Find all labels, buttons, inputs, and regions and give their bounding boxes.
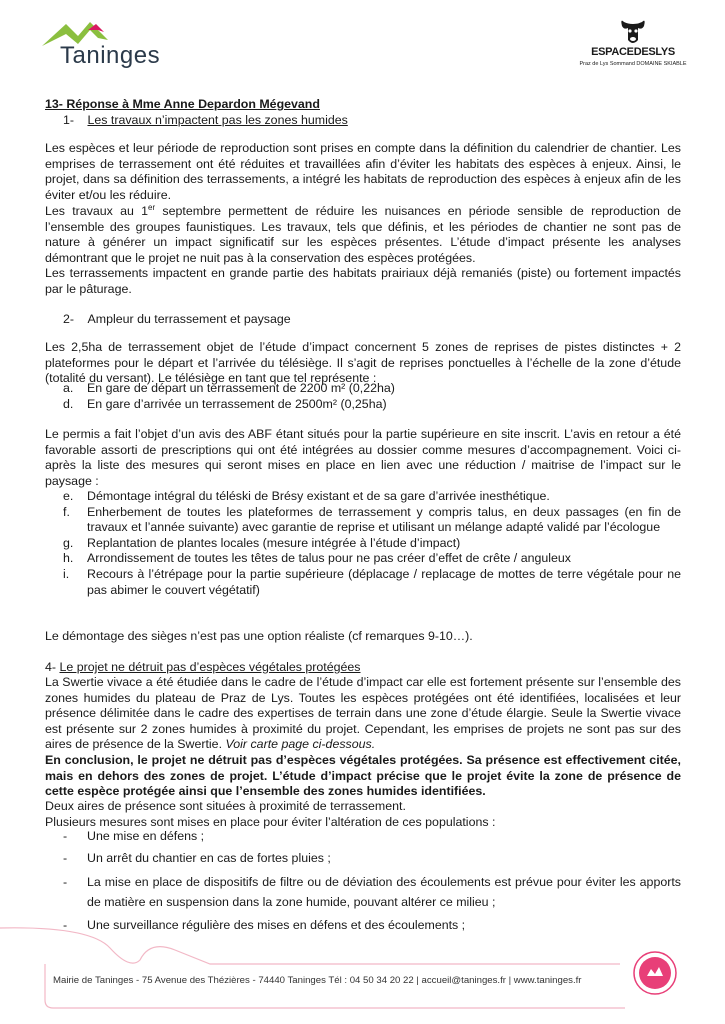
list-item-text: Un arrêt du chantier en cas de fortes pluies ; <box>87 850 331 865</box>
sub4-paragraph-1-text: La Swertie vivace a été étudiée dans le cadre de l’étude d’impact car elle est fortement présente sur l’ensemble des zones humides du plateau de Praz de Lys. Toutes les espèces protégées ont été identifiées, localisées et leur présence délimitée dans le cadre des expertises de terrain dans une zone d’étude élargie. Seule la Swertie vivace est présente sur 2 zones humides à proximité du projet. Cependant, les emprises de projets ne sont pas sur des aires de présence de la Swertie. <box>45 675 681 752</box>
list-item-text: Démontage intégral du téléski de Brésy existant et de sa gare d’arrivée inesthétique. <box>87 489 550 503</box>
bull-head-icon <box>578 18 688 46</box>
subsection-1-heading <box>63 113 663 129</box>
list-item-text: Une surveillance régulière des mises en défens et des écoulements ; <box>87 918 466 933</box>
list-marker: a. <box>63 381 74 395</box>
list-item-text: En gare de départ un terrassement de 2200 m² (0,22ha) <box>87 381 395 395</box>
list-marker: d. <box>63 396 74 411</box>
sub2-list-terrassement <box>63 381 681 412</box>
list-item-text: Recours à l’étrépage pour la partie supérieure (déplacage / replacage de mottes de terre végétale pour ne pas abimer le couvert végétatif) <box>87 566 681 597</box>
sub1-paragraph-3: Les terrassements impactent en grande partie des habitats prairiaux déjà remaniés (piste) ou fortement impactés par le pâturage. <box>45 266 681 296</box>
list-item <box>63 567 681 598</box>
subsection-1-title: Les travaux n’impactent pas les zones humides <box>87 113 348 127</box>
sub1-paragraph-2 <box>45 204 681 266</box>
sub4-paragraph-1-italic: Voir carte page ci-dessous. <box>225 737 376 752</box>
sub2-paragraph-1: Les 2,5ha de terrassement objet de l’étude d’impact concernent 5 zones de reprises de pistes distinctes + 2 plateformes pour le départ et l’arrivée du télésiège. Il s’agit de reprises ponctuelles à l’échelle de la zone d’étude (totalité du versant). Le télésiège en tant que tel représente : <box>45 340 681 386</box>
sub1-paragraph-2-prefix: Les travaux au 1 <box>45 204 149 218</box>
label-badge-icon <box>632 950 678 996</box>
espace-logo-subtitle: Praz de Lys Sommand DOMAINE SKIABLE <box>579 61 687 67</box>
subsection-4-heading <box>45 660 681 676</box>
list-item <box>63 851 681 867</box>
list-marker: i. <box>63 566 70 581</box>
list-item <box>63 505 681 536</box>
subsection-2-number: 2- <box>63 312 75 326</box>
list-item-text: En gare d’arrivée un terrassement de 2500m² (0,25ha) <box>87 396 387 411</box>
subsection-2-title: Ampleur du terrassement et paysage <box>87 312 291 326</box>
espace-des-lys-logo <box>578 18 688 78</box>
list-marker: - <box>63 850 68 865</box>
list-marker: - <box>63 829 68 843</box>
sub1-paragraph-1: Les espèces et leur période de reproduction sont prises en compte dans la définition du calendrier de chantier. Les emprises de terrassement ont été réduites et travaillées afin d’éviter les habitats des espèces à enjeux. Ainsi, le projet, dans sa définition des terrassements, a intégré les habitats de reproduction des espèces à enjeux afin de les éviter et/ou les réduire. <box>45 141 681 202</box>
list-item-text: Enherbement de toutes les plateformes de terrassement y compris talus, en deux passages (en fin de travaux et l’année suivante) avec garantie de reprise et utilisant un mélange adapté validé par l’écologue <box>87 504 681 535</box>
list-marker: h. <box>63 551 74 566</box>
list-item <box>63 381 681 397</box>
list-item <box>63 872 681 912</box>
list-item <box>63 397 681 413</box>
sub4-paragraph-3: Plusieurs mesures sont mises en place pour éviter l’altération de ces populations : <box>45 815 496 829</box>
sub4-conclusion: En conclusion, le projet ne détruit pas d’espèces végétales protégées. Sa présence est effectivement citée, mais en dehors des zones de projet. L’étude d’impact précise que le projet évite la zone de présence de cette espèce protégée ainsi que l’ensemble des zones humides identifiées. <box>45 753 681 799</box>
sub4-paragraph-2: Deux aires de présence sont situées à proximité de terrassement. <box>45 799 406 813</box>
list-item-text: La mise en place de dispositifs de filtre ou de déviation des écoulements est prévue pour éviter les apports de matière en suspension dans la zone humide, pouvant altérer ce milieu ; <box>87 875 681 910</box>
espace-logo-name: ESPACEDESLYS <box>591 46 675 58</box>
sub2-paragraph-2: Le permis a fait l’objet d’un avis des ABF étant situés pour la partie supérieure en site inscrit. L’avis en retour a été favorable assorti de prescriptions qui ont été intégrées au dossier comme mesures d’accompagnement. Voici ci-après la liste des mesures qui seront mises en place en lien avec une réduction / maitrise de l’impact sur le paysage : <box>45 427 681 488</box>
sub1-paragraph-2-sup: er <box>148 202 156 212</box>
footer-wave-decoration <box>0 920 725 1024</box>
list-marker: e. <box>63 489 74 503</box>
subsection-4-title: Le projet ne détruit pas d’espèces végétales protégées <box>59 660 361 674</box>
footer-contact: Mairie de Taninges - 75 Avenue des Thézières - 74440 Taninges Tél : 04 50 34 20 22 | accueil@taninges.fr | www.taninges.fr <box>53 975 582 986</box>
section-title: 13- Réponse à Mme Anne Depardon Mégevand <box>45 97 320 111</box>
subsection-1-number: 1- <box>63 113 75 127</box>
sub2-paragraph-3: Le démontage des sièges n’est pas une option réaliste (cf remarques 9-10…). <box>45 629 473 643</box>
list-item <box>63 489 681 505</box>
sub1-paragraph-2-suffix: septembre permettent de réduire les nuisances en période sensible de reproduction de l’ensemble des groupes faunistiques. Les travaux, tels que définis, et les périodes de chantier ne sont pas de nature à générer un impact significatif sur les espèces présentes. L’étude d’impact présente les analyses démontrant que le projet ne nuit pas à la conservation des espèces protégées. <box>45 204 681 265</box>
subsection-4-number: 4- <box>45 660 57 674</box>
list-marker: f. <box>63 504 70 519</box>
sub4-paragraph-1 <box>45 675 681 753</box>
subsection-2-heading <box>63 312 663 328</box>
list-item <box>63 829 681 845</box>
list-item-text: Une mise en défens ; <box>87 829 205 843</box>
list-item-text: Replantation de plantes locales (mesure intégrée à l’étude d’impact) <box>87 535 461 550</box>
list-item-text: Arrondissement de toutes les têtes de talus pour ne pas créer d’effet de crête / anguleux <box>87 551 571 566</box>
list-marker: - <box>63 918 68 933</box>
list-item <box>63 551 681 567</box>
taninges-logo-text: Taninges <box>60 42 161 69</box>
list-marker: - <box>63 875 68 890</box>
sub2-list-mesures <box>63 489 681 598</box>
sub4-dash-list <box>63 829 681 934</box>
list-marker: g. <box>63 535 74 550</box>
list-item <box>63 536 681 552</box>
taninges-logo <box>40 16 170 72</box>
